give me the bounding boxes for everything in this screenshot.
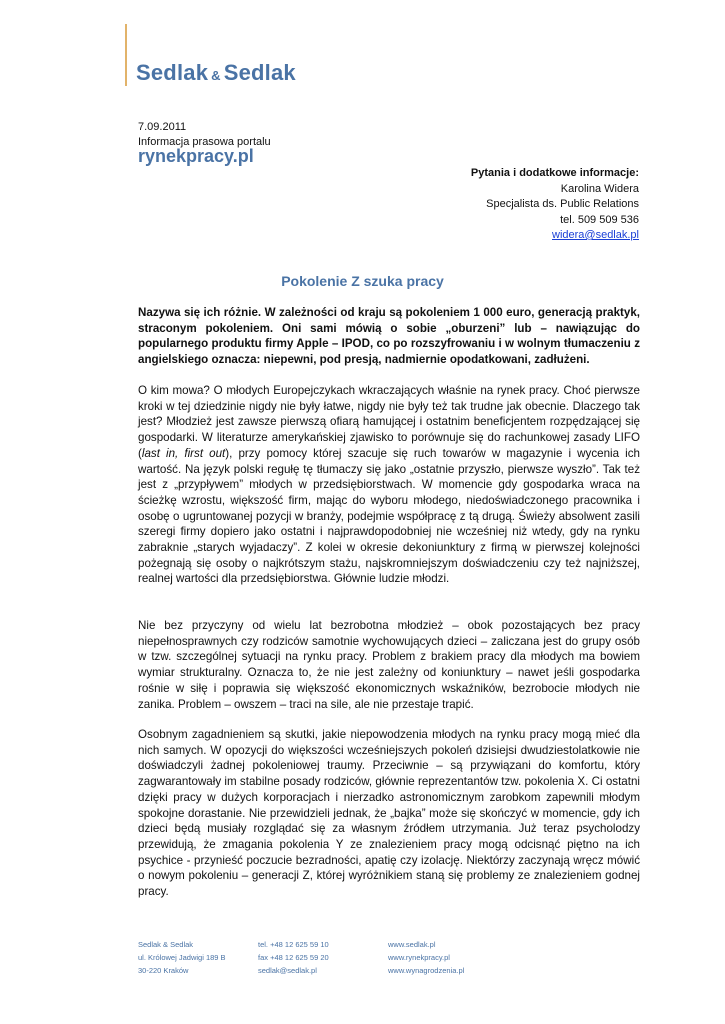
contact-label: Pytania i dodatkowe informacje:	[470, 167, 639, 179]
header-divider	[125, 24, 127, 86]
contact-email-link[interactable]: widera@sedlak.pl	[552, 229, 639, 241]
footer-email[interactable]: sedlak@sedlak.pl	[258, 966, 317, 975]
logo-ampersand: &	[211, 68, 221, 83]
article-lead	[138, 305, 640, 368]
footer-websites	[388, 938, 464, 977]
footer-web-3[interactable]: www.wynagrodzenia.pl	[388, 966, 465, 975]
paragraph-1-part-b: ), przy pomocy której szacuje się ruch towarów w magazynie i wycenia ich wartość. Na język polski regułę tę tłumaczy się jako „ostatnie przyszło, pierwsze wyszło”. Tak też jest z „przypływem” młodych w przedsiębiorstwach. W momencie gdy gospodarka wraca na ścieżkę wzrostu, większość firm, mając do wyboru młodego, niedoświadczonego pracownika i osobę o ugruntowanej pozycji w branży, podejmie współpracę z tą drugą. Świeży absolwent zasili szeregi firmy dopiero jako ostatni i najprawdopodobniej nie wcześniej niż wtedy, gdy na rynku zabraknie „starych wyjadaczy”. Z kolei w okresie dekoniunktury z firmą w pierwszej kolejności pożegnają się osoby o najkrótszym stażu, najskromniejszym doświadczeniu czy też najniższej, realnej wartości dla przedsiębiorstwa. Głównie ludzie młodzi.	[138, 446, 640, 586]
paragraph-1-text	[138, 383, 640, 587]
logo-word-2: Sedlak	[223, 60, 296, 85]
paragraph-1-part-a: O kim mowa? O młodych Europejczykach wkraczających właśnie na rynek pracy. Choć pierwsze kroki w tej dziedzinie nigdy nie były łatwe, nigdy nie były też tak trudne jak obecnie. Dlaczego tak jest? Młodzież jest zawsze pierwszą ofiarą hamującej i ostatnim beneficjentem rozpędzającej się gospodarki. W literaturze amerykańskiej zjawisko to porównuje się do rachunkowej zasady LIFO (	[138, 384, 640, 460]
lead-paragraph: Nazywa się ich różnie. W zależności od kraju są pokoleniem 1 000 euro, generacją praktyk, straconym pokoleniem. Oni sami mówią o sobie „oburzeni” lub – nawiązując do popularnego produktu firmy Apple – IPOD, co po rozszyfrowaniu i w wolnym tłumaczeniu z angielskiego oznacza: niepewni, pod presją, nadmiernie opodatkowani, zadłużeni.	[138, 306, 640, 367]
paragraph-1-emphasis: last in, first out	[141, 446, 226, 460]
footer-fax: fax +48 12 625 59 20	[258, 953, 329, 962]
footer-city: 30-220 Kraków	[138, 966, 189, 975]
footer-address	[138, 938, 226, 977]
paragraph-3-text: Osobnym zagadnieniem są skutki, jakie niepowodzenia młodych na rynku pracy mogą mieć dla nich samych. W opozycji do większości wcześniejszych pokoleń dzisiejsi dwudziestolatkowie nie doświadczyli żadnej pokoleniowej traumy. Przeciwnie – są przywiązani do komfortu, który zagwarantowały im stabilne posady rodziców, głównie reprezentantów tzw. pokolenia X. Ci ostatni dzięki pracy w dużych korporacjach i nierzadko astronomicznym zarobkom zapewnili młodym spokojne dorastanie. Nie przewidzieli jednak, że „bajka” może się skończyć w momencie, gdy ich dzieci będą musiały rozglądać się za własnym źródłem utrzymania. Już teraz psycholodzy przewidują, że zmagania pokolenia Y ze znalezieniem pracy mogą odcisnąć piętno na ich psychice - przynieść poczucie bezradności, apatię czy izolację. Niektórzy zaczynają wręcz mówić o nowym pokoleniu – generacji Z, której wyróżnikiem staną się problemy ze znalezieniem godnej pracy.	[138, 728, 640, 899]
paragraph-2-text: Nie bez przyczyny od wielu lat bezrobotna młodzież – obok pozostających bez pracy niepełnosprawnych czy rodziców samotnie wychowujących dzieci – zaliczana jest do grupy osób w tzw. szczególnej sytuacji na rynku pracy. Problem z brakiem pracy dla młodych ma bowiem wymiar strukturalny. Oznacza to, że nie jest zależny od koniunktury – nawet jeśli gospodarka rośnie w siłę i poprawia się większość ekonomicznych wskaźników, bezrobocie młodych nie zanika. Problem – owszem – traci na sile, ale nie przestaje trapić.	[138, 619, 640, 711]
footer-tel: tel. +48 12 625 59 10	[258, 940, 329, 949]
footer-phones	[258, 938, 329, 977]
footer-company: Sedlak & Sedlak	[138, 940, 194, 949]
article-paragraph-3	[138, 727, 640, 900]
contact-name: Karolina Widera	[560, 182, 639, 195]
release-date: 7.09.2011	[138, 121, 187, 133]
logo-word-1: Sedlak	[136, 60, 209, 85]
contact-block	[471, 166, 639, 244]
article-title: Pokolenie Z szuka pracy	[281, 273, 444, 289]
article-paragraph-1	[138, 383, 640, 587]
footer-web-2[interactable]: www.rynekpracy.pl	[388, 953, 450, 962]
footer-web-1[interactable]: www.sedlak.pl	[388, 940, 436, 949]
article-paragraph-2	[138, 618, 640, 712]
contact-phone: tel. 509 509 536	[560, 213, 639, 226]
company-logo	[136, 60, 296, 86]
portal-name: rynekpracy.pl	[138, 146, 254, 166]
footer-street: ul. Królowej Jadwigi 189 B	[138, 953, 226, 962]
release-label: Informacja prasowa portalu	[138, 136, 271, 148]
contact-role: Specjalista ds. Public Relations	[486, 198, 639, 210]
